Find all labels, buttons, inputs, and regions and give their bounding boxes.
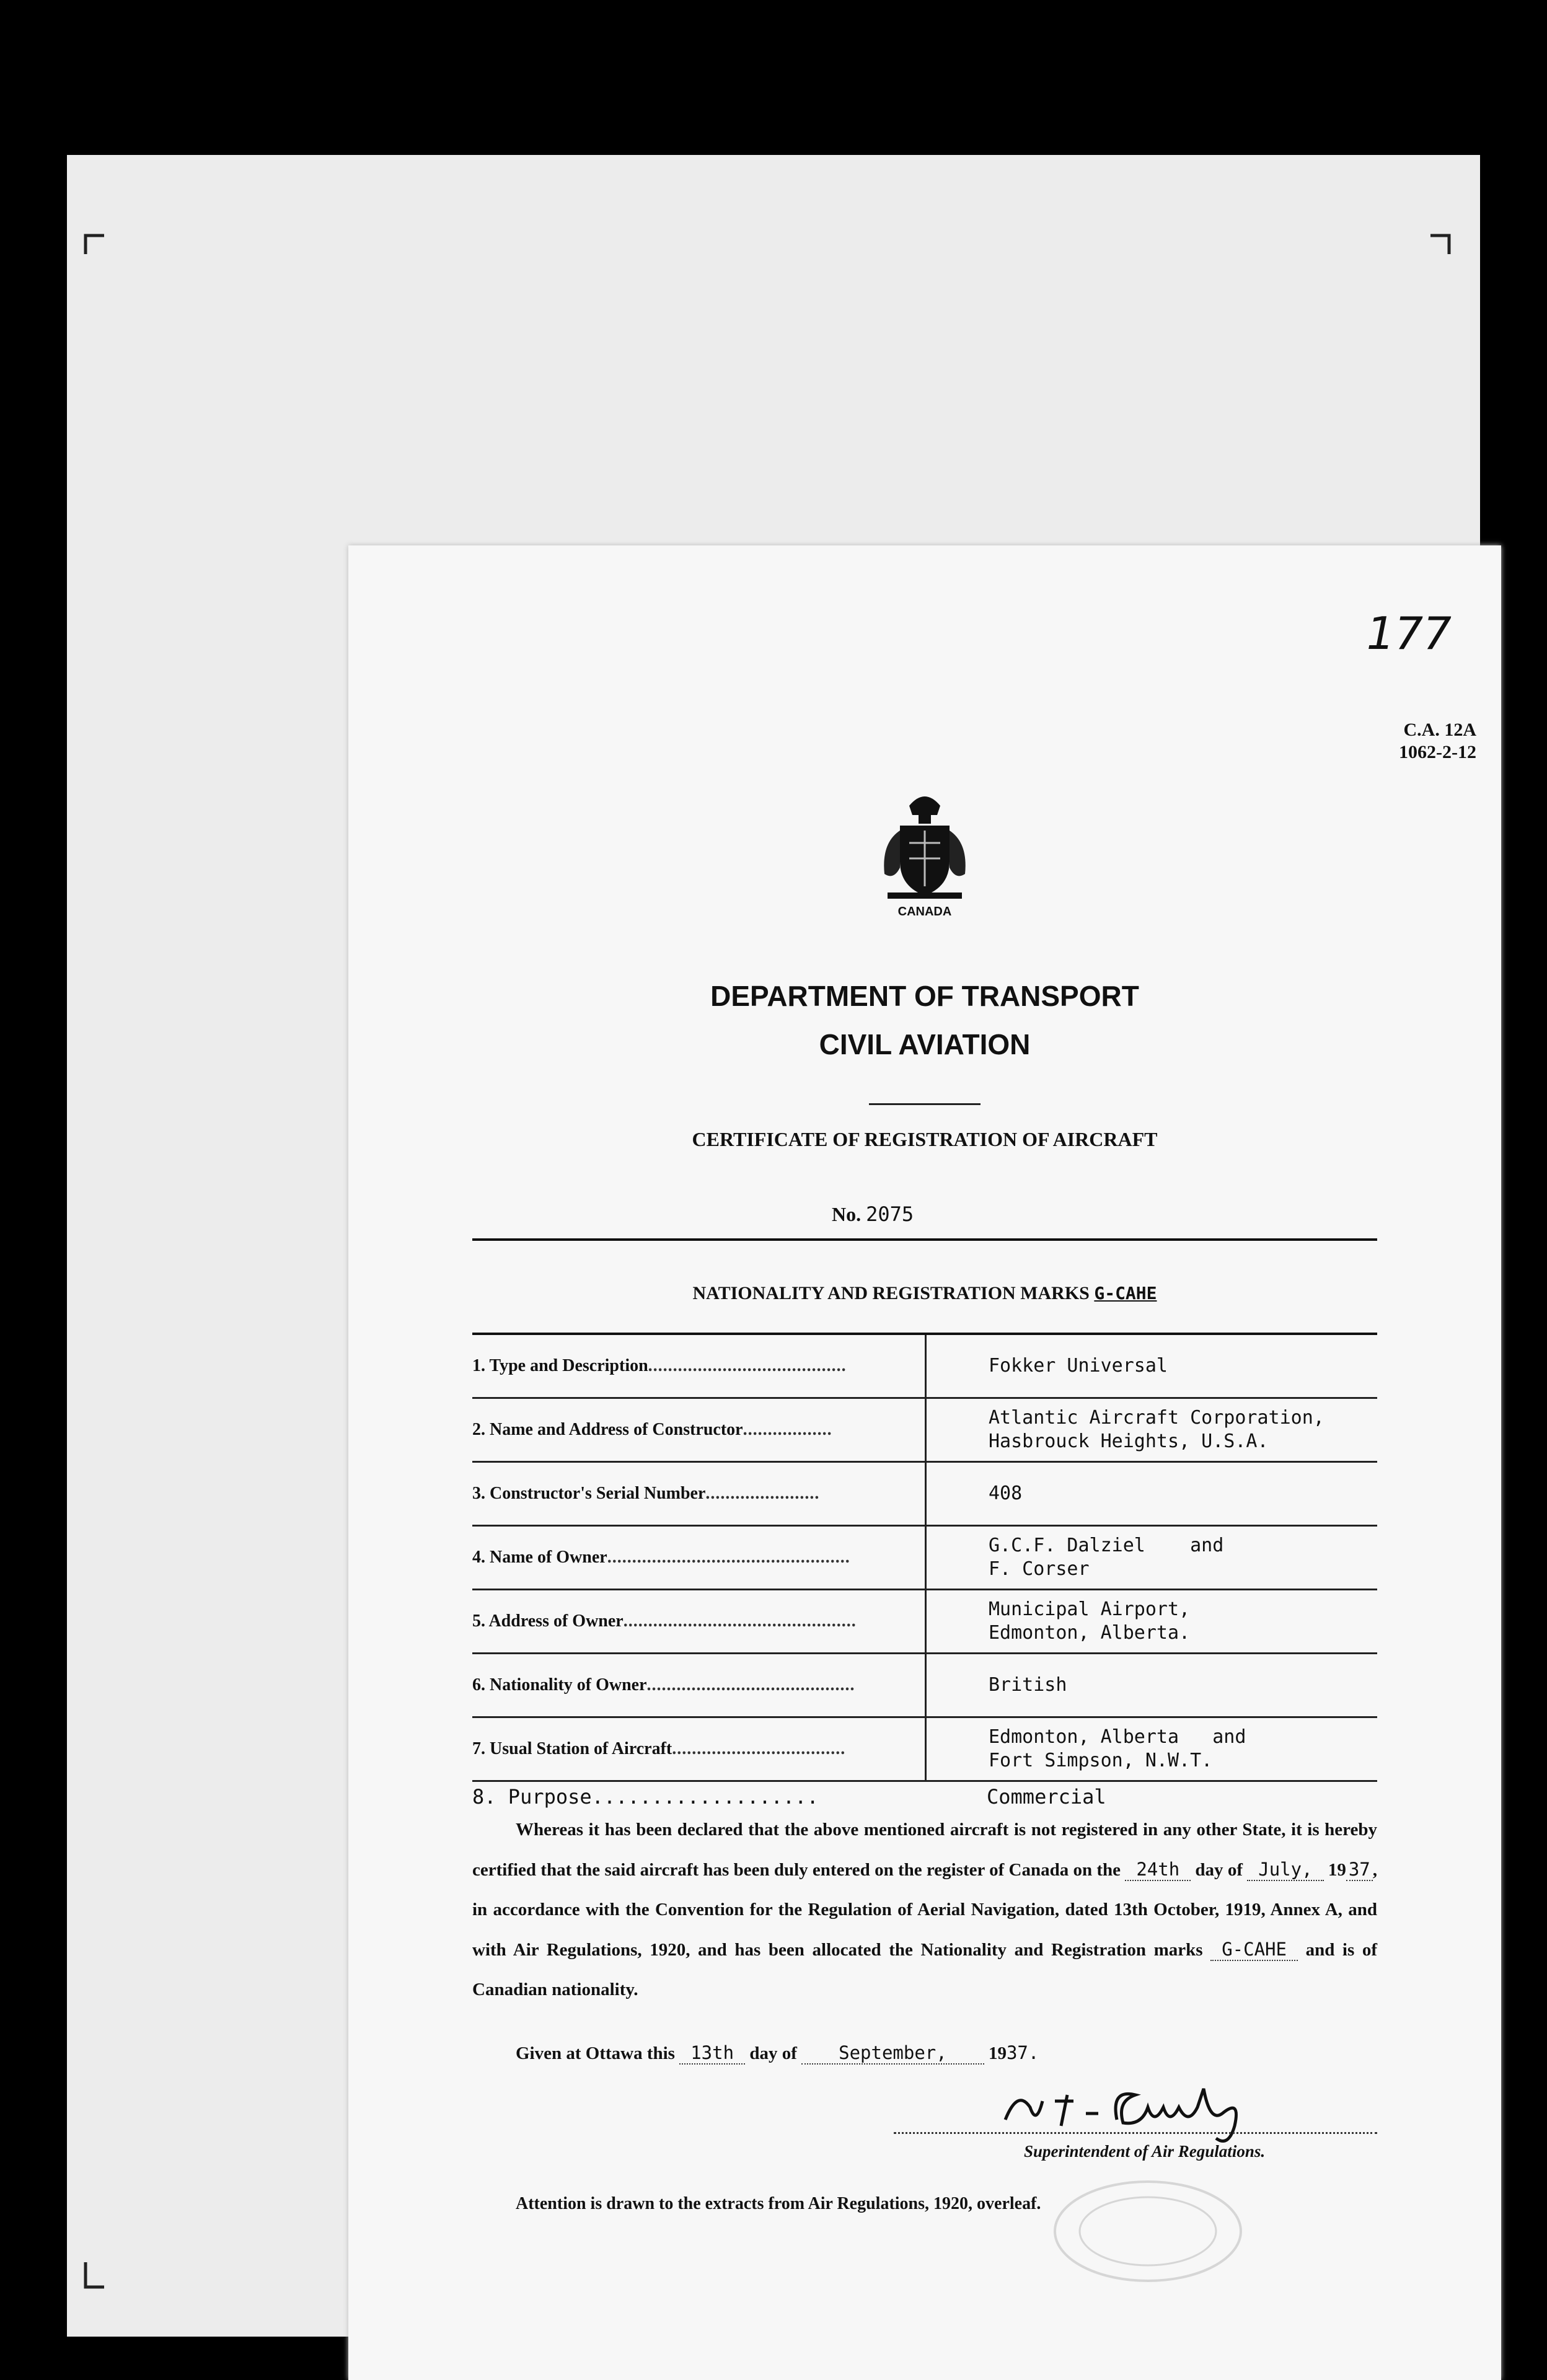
registration-details-table (472, 1333, 1377, 1782)
allocated-marks: G-CAHE (1210, 1939, 1298, 1961)
table-row (472, 1526, 1377, 1590)
registration-certificate (348, 545, 1501, 2380)
given-month: September, (801, 2042, 984, 2065)
header-rule (472, 1238, 1377, 1241)
coat-of-arms-icon (875, 787, 974, 905)
page-number: 177 (1366, 607, 1452, 659)
row-value: Edmonton, Alberta and Fort Simpson, N.W.T. (926, 1717, 1378, 1781)
table-row (472, 1717, 1377, 1781)
faint-seal-icon (1049, 2175, 1247, 2287)
row-label: 6. Nationality of Owner.......................................... (472, 1654, 926, 1717)
given-at-line: Given at Ottawa this 13th day of September, 1937. (516, 2042, 1039, 2063)
certificate-title: CERTIFICATE OF REGISTRATION OF AIRCRAFT (692, 1128, 1158, 1150)
division-title: CIVIL AVIATION (819, 1028, 1031, 1060)
certificate-number-value: 2075 (866, 1202, 914, 1226)
row-value: 408 (926, 1462, 1378, 1526)
registration-marks-line (348, 1283, 1501, 1304)
row-value: Municipal Airport, Edmonton, Alberta. (926, 1590, 1378, 1654)
attention-note: Attention is drawn to the extracts from Air Regulations, 1920, overleaf. (516, 2194, 1041, 2213)
row-label: 2. Name and Address of Constructor.................. (472, 1398, 926, 1462)
row-value: Atlantic Aircraft Corporation, Hasbrouck Heights, U.S.A. (926, 1398, 1378, 1462)
row-label: 4. Name of Owner................................................. (472, 1526, 926, 1590)
row-label: 5. Address of Owner............................................... (472, 1590, 926, 1654)
purpose-row: 8. Purpose................... Commercial (472, 1785, 1106, 1809)
scan-sheet (67, 155, 1480, 2337)
table-row (472, 1398, 1377, 1462)
registration-marks-label: NATIONALITY AND REGISTRATION MARKS (692, 1283, 1090, 1303)
crest-label: CANADA (897, 905, 952, 919)
closing-text: and is of Canadian nationality. (472, 1940, 1378, 1999)
table-row (472, 1590, 1377, 1654)
row-value: G.C.F. Dalziel and F. Corser (926, 1526, 1378, 1590)
certificate-number (832, 1202, 914, 1226)
registration-month: July, (1247, 1859, 1323, 1881)
signature-icon (993, 2064, 1303, 2151)
certificate-number-label: No. (832, 1203, 862, 1225)
row-label: 7. Usual Station of Aircraft................................... (472, 1717, 926, 1781)
form-reference-line2: 1062-2-12 (1399, 742, 1476, 762)
registration-year: 37 (1346, 1859, 1373, 1881)
registration-day: 24th (1125, 1859, 1191, 1881)
form-reference-line1: C.A. 12A (1403, 720, 1476, 740)
form-reference (1399, 719, 1476, 764)
table-row (472, 1334, 1377, 1398)
registration-marks-value: G-CAHE (1094, 1283, 1157, 1303)
row-value: Fokker Universal (926, 1334, 1378, 1398)
title-divider (869, 1103, 981, 1105)
signature-line (894, 2132, 1377, 2134)
row-label: 1. Type and Description........................................ (472, 1334, 926, 1398)
given-year: 37. (1006, 2042, 1039, 2063)
given-day: 13th (679, 2042, 745, 2065)
convention-text: , in accordance with the Convention for the Regulation of Aerial Navigation, dated 13th October, 1919, Annex A, and with Air Regulations, 1920, and has been allocated the Nationality and Registration marks (472, 1860, 1377, 1960)
certification-paragraph: Whereas it has been declared that the above mentioned aircraft is not registered in any other State, it is hereby certified that the said aircraft has been duly entered on the register of Canada on the 24th day of July, 19 37 , in accordance with the Convention for the Regulation of Aerial Navigation, dated 13th October, 1919, Annex A, and with Air Regulations, 1920, and has been allocated the Nationality and Registration marks G-CAHE and is of Canadian nationality. (472, 1820, 1378, 1999)
table-row (472, 1462, 1377, 1526)
signatory-title: Superintendent of Air Regulations. (1024, 2142, 1266, 2161)
purpose-label: 8. Purpose (472, 1785, 592, 1809)
table-row (472, 1654, 1377, 1717)
purpose-value: Commercial (987, 1785, 1106, 1809)
whereas-text: Whereas it has been declared that the above mentioned aircraft is not registered in any other State, it is hereby certified that the said aircraft has been duly entered on the register of Canada on the (472, 1820, 1377, 1880)
department-title: DEPARTMENT OF TRANSPORT (710, 980, 1139, 1012)
row-label: 3. Constructor's Serial Number....................... (472, 1462, 926, 1526)
row-value: British (926, 1654, 1378, 1717)
